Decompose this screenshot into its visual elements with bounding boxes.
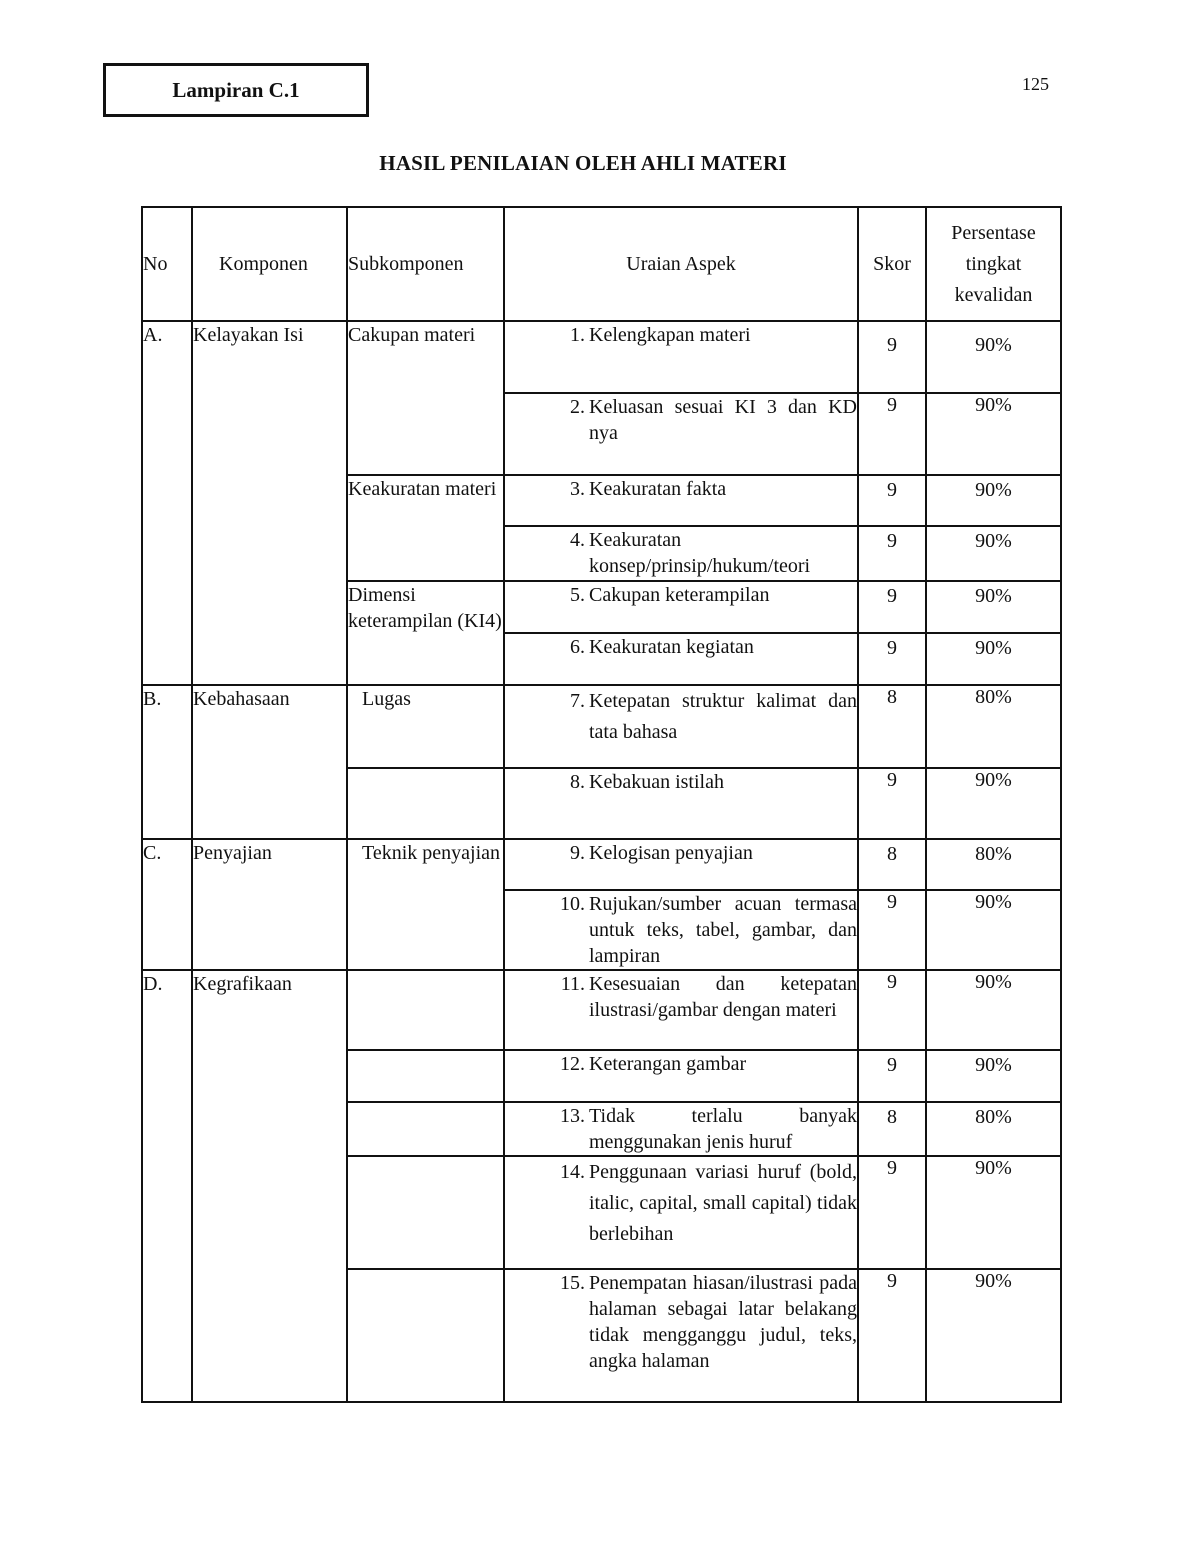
aspek-number: 5. bbox=[570, 584, 585, 606]
skor-cell: 8 bbox=[858, 839, 926, 890]
subkomponen-cell-empty bbox=[347, 1050, 504, 1102]
aspek-text: Keakuratan konsep/prinsip/hukum/teori bbox=[589, 529, 811, 577]
header-persentase-line-3: kevalidan bbox=[954, 283, 1033, 306]
skor-cell: 9 bbox=[858, 321, 926, 393]
skor-cell: 9 bbox=[858, 1269, 926, 1402]
document-title: HASIL PENILAIAN OLEH AHLI MATERI bbox=[379, 151, 787, 175]
group-komponen: Kelayakan Isi bbox=[192, 321, 347, 685]
aspek-cell bbox=[504, 633, 858, 685]
aspek-text: Penempatan hiasan/ilustrasi pada halaman sebagai latar belakang tidak mengganggu judul, teks, angka halaman bbox=[589, 1272, 857, 1372]
persen-cell: 90% bbox=[926, 393, 1061, 475]
aspek-cell bbox=[504, 1269, 858, 1402]
aspek-text: Kelogisan penyajian bbox=[589, 842, 753, 864]
subkomponen-cell-empty bbox=[347, 1102, 504, 1156]
persen-cell: 90% bbox=[926, 1156, 1061, 1269]
aspek-text: Cakupan keterampilan bbox=[589, 584, 770, 606]
aspek-number: 8. bbox=[570, 771, 585, 793]
aspek-cell bbox=[504, 1102, 858, 1156]
persen-cell: 90% bbox=[926, 581, 1061, 633]
skor-cell: 9 bbox=[858, 526, 926, 581]
assessment-table bbox=[141, 206, 1062, 1403]
aspek-cell bbox=[504, 1156, 858, 1269]
group-no: B. bbox=[142, 685, 192, 839]
aspek-number: 2. bbox=[570, 396, 585, 418]
persen-cell: 90% bbox=[926, 475, 1061, 526]
aspek-number: 14. bbox=[560, 1161, 585, 1183]
skor-cell: 9 bbox=[858, 970, 926, 1050]
skor-cell: 9 bbox=[858, 633, 926, 685]
aspek-number: 11. bbox=[560, 973, 585, 995]
header-persentase-line-1: Persentase bbox=[951, 221, 1036, 244]
aspek-cell bbox=[504, 970, 858, 1050]
table-row bbox=[142, 970, 1061, 1050]
header-persentase-line-2: tingkat bbox=[965, 252, 1022, 275]
page-number: 125 bbox=[1022, 74, 1049, 94]
aspek-cell bbox=[504, 685, 858, 768]
header-skor: Skor bbox=[858, 207, 926, 321]
header-persentase bbox=[926, 207, 1061, 321]
skor-cell: 9 bbox=[858, 393, 926, 475]
header-row bbox=[142, 207, 1061, 321]
aspek-cell bbox=[504, 526, 858, 581]
lampiran-label-box bbox=[103, 63, 369, 117]
subkomponen-cell: Lugas bbox=[347, 685, 504, 768]
persen-cell: 90% bbox=[926, 526, 1061, 581]
table-row bbox=[142, 685, 1061, 768]
subkomponen-cell-empty bbox=[347, 970, 504, 1050]
subkomponen-cell-empty bbox=[347, 1269, 504, 1402]
skor-cell: 9 bbox=[858, 890, 926, 970]
skor-cell: 8 bbox=[858, 1102, 926, 1156]
aspek-number: 4. bbox=[570, 529, 585, 551]
persen-cell: 80% bbox=[926, 1102, 1061, 1156]
subkomponen-cell: Teknik penyajian bbox=[347, 839, 504, 970]
persen-cell: 90% bbox=[926, 768, 1061, 839]
aspek-number: 10. bbox=[560, 893, 585, 915]
header-uraian-aspek: Uraian Aspek bbox=[504, 207, 858, 321]
aspek-cell bbox=[504, 321, 858, 393]
persen-cell: 90% bbox=[926, 970, 1061, 1050]
aspek-text: Keluasan sesuai KI 3 dan KD nya bbox=[589, 396, 857, 444]
aspek-number: 6. bbox=[570, 636, 585, 658]
skor-cell: 8 bbox=[858, 685, 926, 768]
group-no: A. bbox=[142, 321, 192, 685]
subkomponen-cell-empty bbox=[347, 768, 504, 839]
skor-cell: 9 bbox=[858, 581, 926, 633]
aspek-text: Kesesuaian dan ketepatan ilustrasi/gambar dengan materi bbox=[589, 973, 857, 1021]
aspek-number: 12. bbox=[560, 1053, 585, 1075]
subkomponen-cell: Keakuratan materi bbox=[347, 475, 504, 581]
aspek-text: Rujukan/sumber acuan termasa untuk teks, tabel, gambar, dan lampiran bbox=[589, 893, 857, 967]
skor-cell: 9 bbox=[858, 768, 926, 839]
subkomponen-cell: Cakupan materi bbox=[347, 321, 504, 475]
aspek-cell bbox=[504, 1050, 858, 1102]
aspek-text: Ketepatan struktur kalimat dan tata bahasa bbox=[589, 690, 857, 743]
aspek-text: Keakuratan kegiatan bbox=[589, 636, 754, 658]
group-no: D. bbox=[142, 970, 192, 1402]
lampiran-label: Lampiran C.1 bbox=[172, 77, 300, 102]
aspek-cell bbox=[504, 768, 858, 839]
aspek-cell bbox=[504, 393, 858, 475]
skor-cell: 9 bbox=[858, 1050, 926, 1102]
aspek-text: Keakuratan fakta bbox=[589, 478, 727, 500]
persen-cell: 90% bbox=[926, 1050, 1061, 1102]
persen-cell: 90% bbox=[926, 890, 1061, 970]
aspek-cell bbox=[504, 581, 858, 633]
persen-cell: 90% bbox=[926, 1269, 1061, 1402]
aspek-number: 15. bbox=[560, 1272, 585, 1294]
aspek-text: Keterangan gambar bbox=[589, 1053, 747, 1075]
skor-cell: 9 bbox=[858, 1156, 926, 1269]
aspek-cell bbox=[504, 839, 858, 890]
group-komponen: Kebahasaan bbox=[192, 685, 347, 839]
aspek-text: Penggunaan variasi huruf (bold, italic, capital, small capital) tidak berlebihan bbox=[589, 1161, 857, 1245]
table-row bbox=[142, 321, 1061, 393]
subkomponen-cell-empty bbox=[347, 1156, 504, 1269]
skor-cell: 9 bbox=[858, 475, 926, 526]
aspek-cell bbox=[504, 475, 858, 526]
aspek-text: Kebakuan istilah bbox=[589, 771, 724, 793]
aspek-text: Tidak terlalu banyak menggunakan jenis huruf bbox=[589, 1105, 857, 1153]
aspek-number: 7. bbox=[570, 690, 585, 712]
aspek-number: 9. bbox=[570, 842, 585, 864]
header-subkomponen: Subkomponen bbox=[347, 207, 504, 321]
aspek-number: 1. bbox=[570, 324, 585, 346]
persen-cell: 90% bbox=[926, 321, 1061, 393]
header-no: No bbox=[142, 207, 192, 321]
group-no: C. bbox=[142, 839, 192, 970]
aspek-text: Kelengkapan materi bbox=[589, 324, 751, 346]
aspek-number: 3. bbox=[570, 478, 585, 500]
persen-cell: 90% bbox=[926, 633, 1061, 685]
aspek-number: 13. bbox=[560, 1105, 585, 1127]
persen-cell: 80% bbox=[926, 839, 1061, 890]
aspek-cell bbox=[504, 890, 858, 970]
group-komponen: Penyajian bbox=[192, 839, 347, 970]
header-komponen: Komponen bbox=[192, 207, 347, 321]
subkomponen-cell: Dimensi keterampilan (KI4) bbox=[347, 581, 504, 685]
table-row bbox=[142, 839, 1061, 890]
persen-cell: 80% bbox=[926, 685, 1061, 768]
group-komponen: Kegrafikaan bbox=[192, 970, 347, 1402]
